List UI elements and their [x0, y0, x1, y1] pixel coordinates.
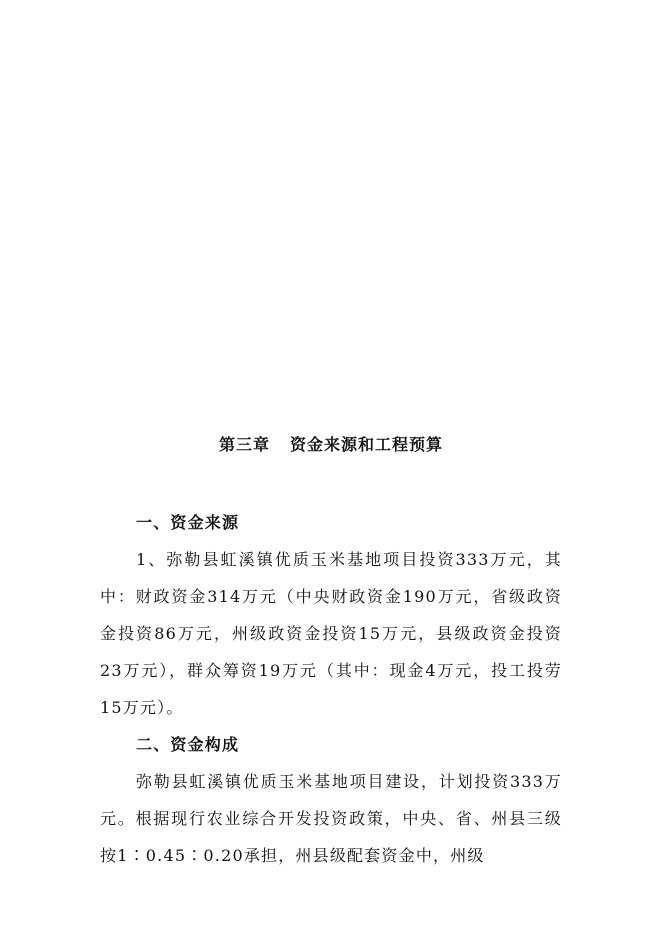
chapter-body [100, 504, 562, 874]
chapter-heading: 资金来源和工程预算 [290, 435, 444, 454]
funding-source-paragraph: 1、弥勒县虹溪镇优质玉米基地项目投资333万元，其中：财政资金314万元（中央财政资金190万元，省级政资金投资86万元，州级政资金投资15万元，县级政资金投资23万元），群众筹资19万元（其中：现金4万元，投工投劳15万元）。 [100, 550, 562, 717]
chapter-number: 第三章 [218, 435, 270, 454]
chapter-title [0, 432, 662, 455]
funding-composition-paragraph: 弥勒县虹溪镇优质玉米基地项目建设，计划投资333万元。根据现行农业综合开发投资政策，中央、省、州县三级按1∶0.45∶0.20承担，州县级配套资金中，州级 [100, 772, 562, 865]
section-heading-funding-composition: 二、资金构成 [136, 735, 240, 754]
section-heading-funding-source: 一、资金来源 [136, 513, 240, 532]
